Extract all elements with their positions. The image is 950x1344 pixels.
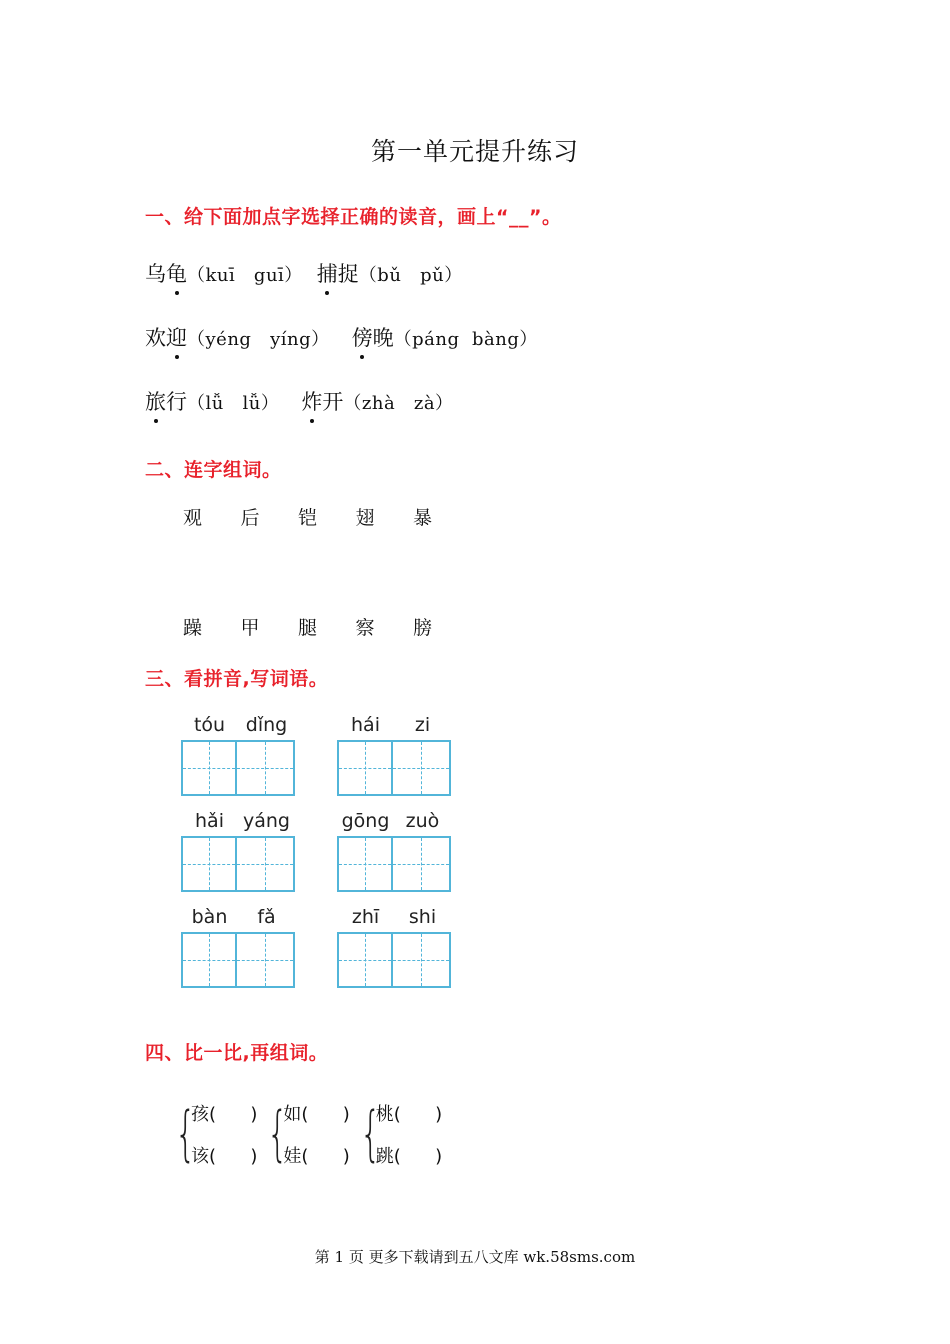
compare-groups bbox=[175, 1096, 452, 1172]
pinyin-label: dǐng bbox=[245, 714, 288, 736]
page-footer: 第 1 页 更多下载请到五八文库 wk.58sms.com bbox=[314, 1248, 636, 1266]
char-item: 甲 bbox=[240, 617, 260, 639]
compare-line[interactable]: 如( ) bbox=[283, 1104, 350, 1125]
char-item: 翅 bbox=[355, 507, 375, 529]
compare-group bbox=[360, 1096, 442, 1172]
char-item: 腿 bbox=[298, 617, 318, 639]
compare-line[interactable]: 孩( ) bbox=[191, 1104, 258, 1125]
char-row-bottom bbox=[183, 613, 471, 640]
tianzige-item bbox=[337, 708, 455, 796]
pinyin-label: shi bbox=[408, 906, 437, 928]
char-item: 躁 bbox=[183, 617, 203, 639]
word-wugui: 乌 龟 bbox=[145, 258, 187, 288]
word-zhakai: 炸 开 bbox=[301, 386, 343, 416]
pinyin-label: bàn bbox=[191, 906, 228, 928]
compare-line[interactable]: 跳( ) bbox=[375, 1146, 443, 1167]
pinyin-label: zuò bbox=[405, 810, 440, 832]
brace-icon: { bbox=[359, 1099, 381, 1169]
char-item: 铠 bbox=[298, 507, 318, 529]
compare-group bbox=[267, 1096, 349, 1172]
pinyin-label: hái bbox=[351, 714, 380, 736]
tianzige-item bbox=[181, 804, 299, 892]
char-item: 观 bbox=[183, 507, 203, 529]
pinyin-options: （kuī guī） bbox=[187, 265, 303, 286]
writing-cell[interactable] bbox=[337, 740, 393, 796]
pinyin-options: （yéng yíng） bbox=[187, 329, 330, 350]
pinyin-label: fǎ bbox=[257, 906, 276, 928]
pinyin-label: hǎi bbox=[195, 810, 224, 832]
question-line-3 bbox=[145, 386, 454, 416]
writing-cell[interactable] bbox=[337, 932, 393, 988]
writing-cell[interactable] bbox=[393, 932, 451, 988]
char-row-top bbox=[183, 503, 471, 530]
pinyin-label: tóu bbox=[193, 714, 226, 736]
writing-cell[interactable] bbox=[181, 740, 237, 796]
brace-icon: { bbox=[175, 1099, 197, 1169]
writing-cell[interactable] bbox=[237, 932, 295, 988]
tianzige-item bbox=[181, 900, 299, 988]
brace-icon: { bbox=[267, 1099, 289, 1169]
pinyin-label: yáng bbox=[243, 810, 290, 832]
word-buzhuo: 捕 捉 bbox=[317, 258, 359, 288]
char-item: 暴 bbox=[413, 507, 433, 529]
compare-line[interactable]: 桃( ) bbox=[375, 1104, 443, 1125]
compare-line[interactable]: 娃( ) bbox=[283, 1146, 350, 1167]
pinyin-options: （lǚ lǚ） bbox=[187, 393, 280, 414]
word-bangwan: 傍 晚 bbox=[352, 322, 394, 352]
char-item: 察 bbox=[355, 617, 375, 639]
section-heading-1: 一、给下面加点字选择正确的读音，画上“__”。 bbox=[145, 206, 562, 228]
writing-cell[interactable] bbox=[237, 740, 295, 796]
pinyin-label: gōng bbox=[341, 810, 390, 832]
tianzige-item bbox=[181, 708, 299, 796]
word-huanying: 欢 迎 bbox=[145, 322, 187, 352]
question-line-1 bbox=[145, 258, 463, 288]
section-heading-3: 三、看拼音,写词语。 bbox=[145, 668, 329, 690]
pinyin-label: zi bbox=[414, 714, 431, 736]
char-item: 膀 bbox=[413, 617, 433, 639]
page-title: 第一单元提升练习 bbox=[370, 137, 579, 166]
compare-group bbox=[175, 1096, 257, 1172]
tianzige-item bbox=[337, 900, 455, 988]
writing-cell[interactable] bbox=[337, 836, 393, 892]
writing-cell[interactable] bbox=[181, 836, 237, 892]
pinyin-options: （zhà zà） bbox=[343, 393, 454, 414]
pinyin-options: （páng bàng） bbox=[393, 329, 538, 350]
question-line-2 bbox=[145, 322, 538, 352]
word-lvxing: 旅 行 bbox=[145, 386, 187, 416]
section-heading-4: 四、比一比,再组词。 bbox=[145, 1042, 329, 1064]
pinyin-options: （bǔ pǔ） bbox=[358, 265, 463, 286]
compare-line[interactable]: 该( ) bbox=[191, 1146, 258, 1167]
section-heading-2: 二、连字组词。 bbox=[145, 459, 282, 481]
pinyin-label: zhī bbox=[351, 906, 380, 928]
writing-cell[interactable] bbox=[393, 836, 451, 892]
tianzige-item bbox=[337, 804, 455, 892]
writing-cell[interactable] bbox=[181, 932, 237, 988]
char-item: 后 bbox=[240, 507, 260, 529]
writing-cell[interactable] bbox=[237, 836, 295, 892]
writing-cell[interactable] bbox=[393, 740, 451, 796]
